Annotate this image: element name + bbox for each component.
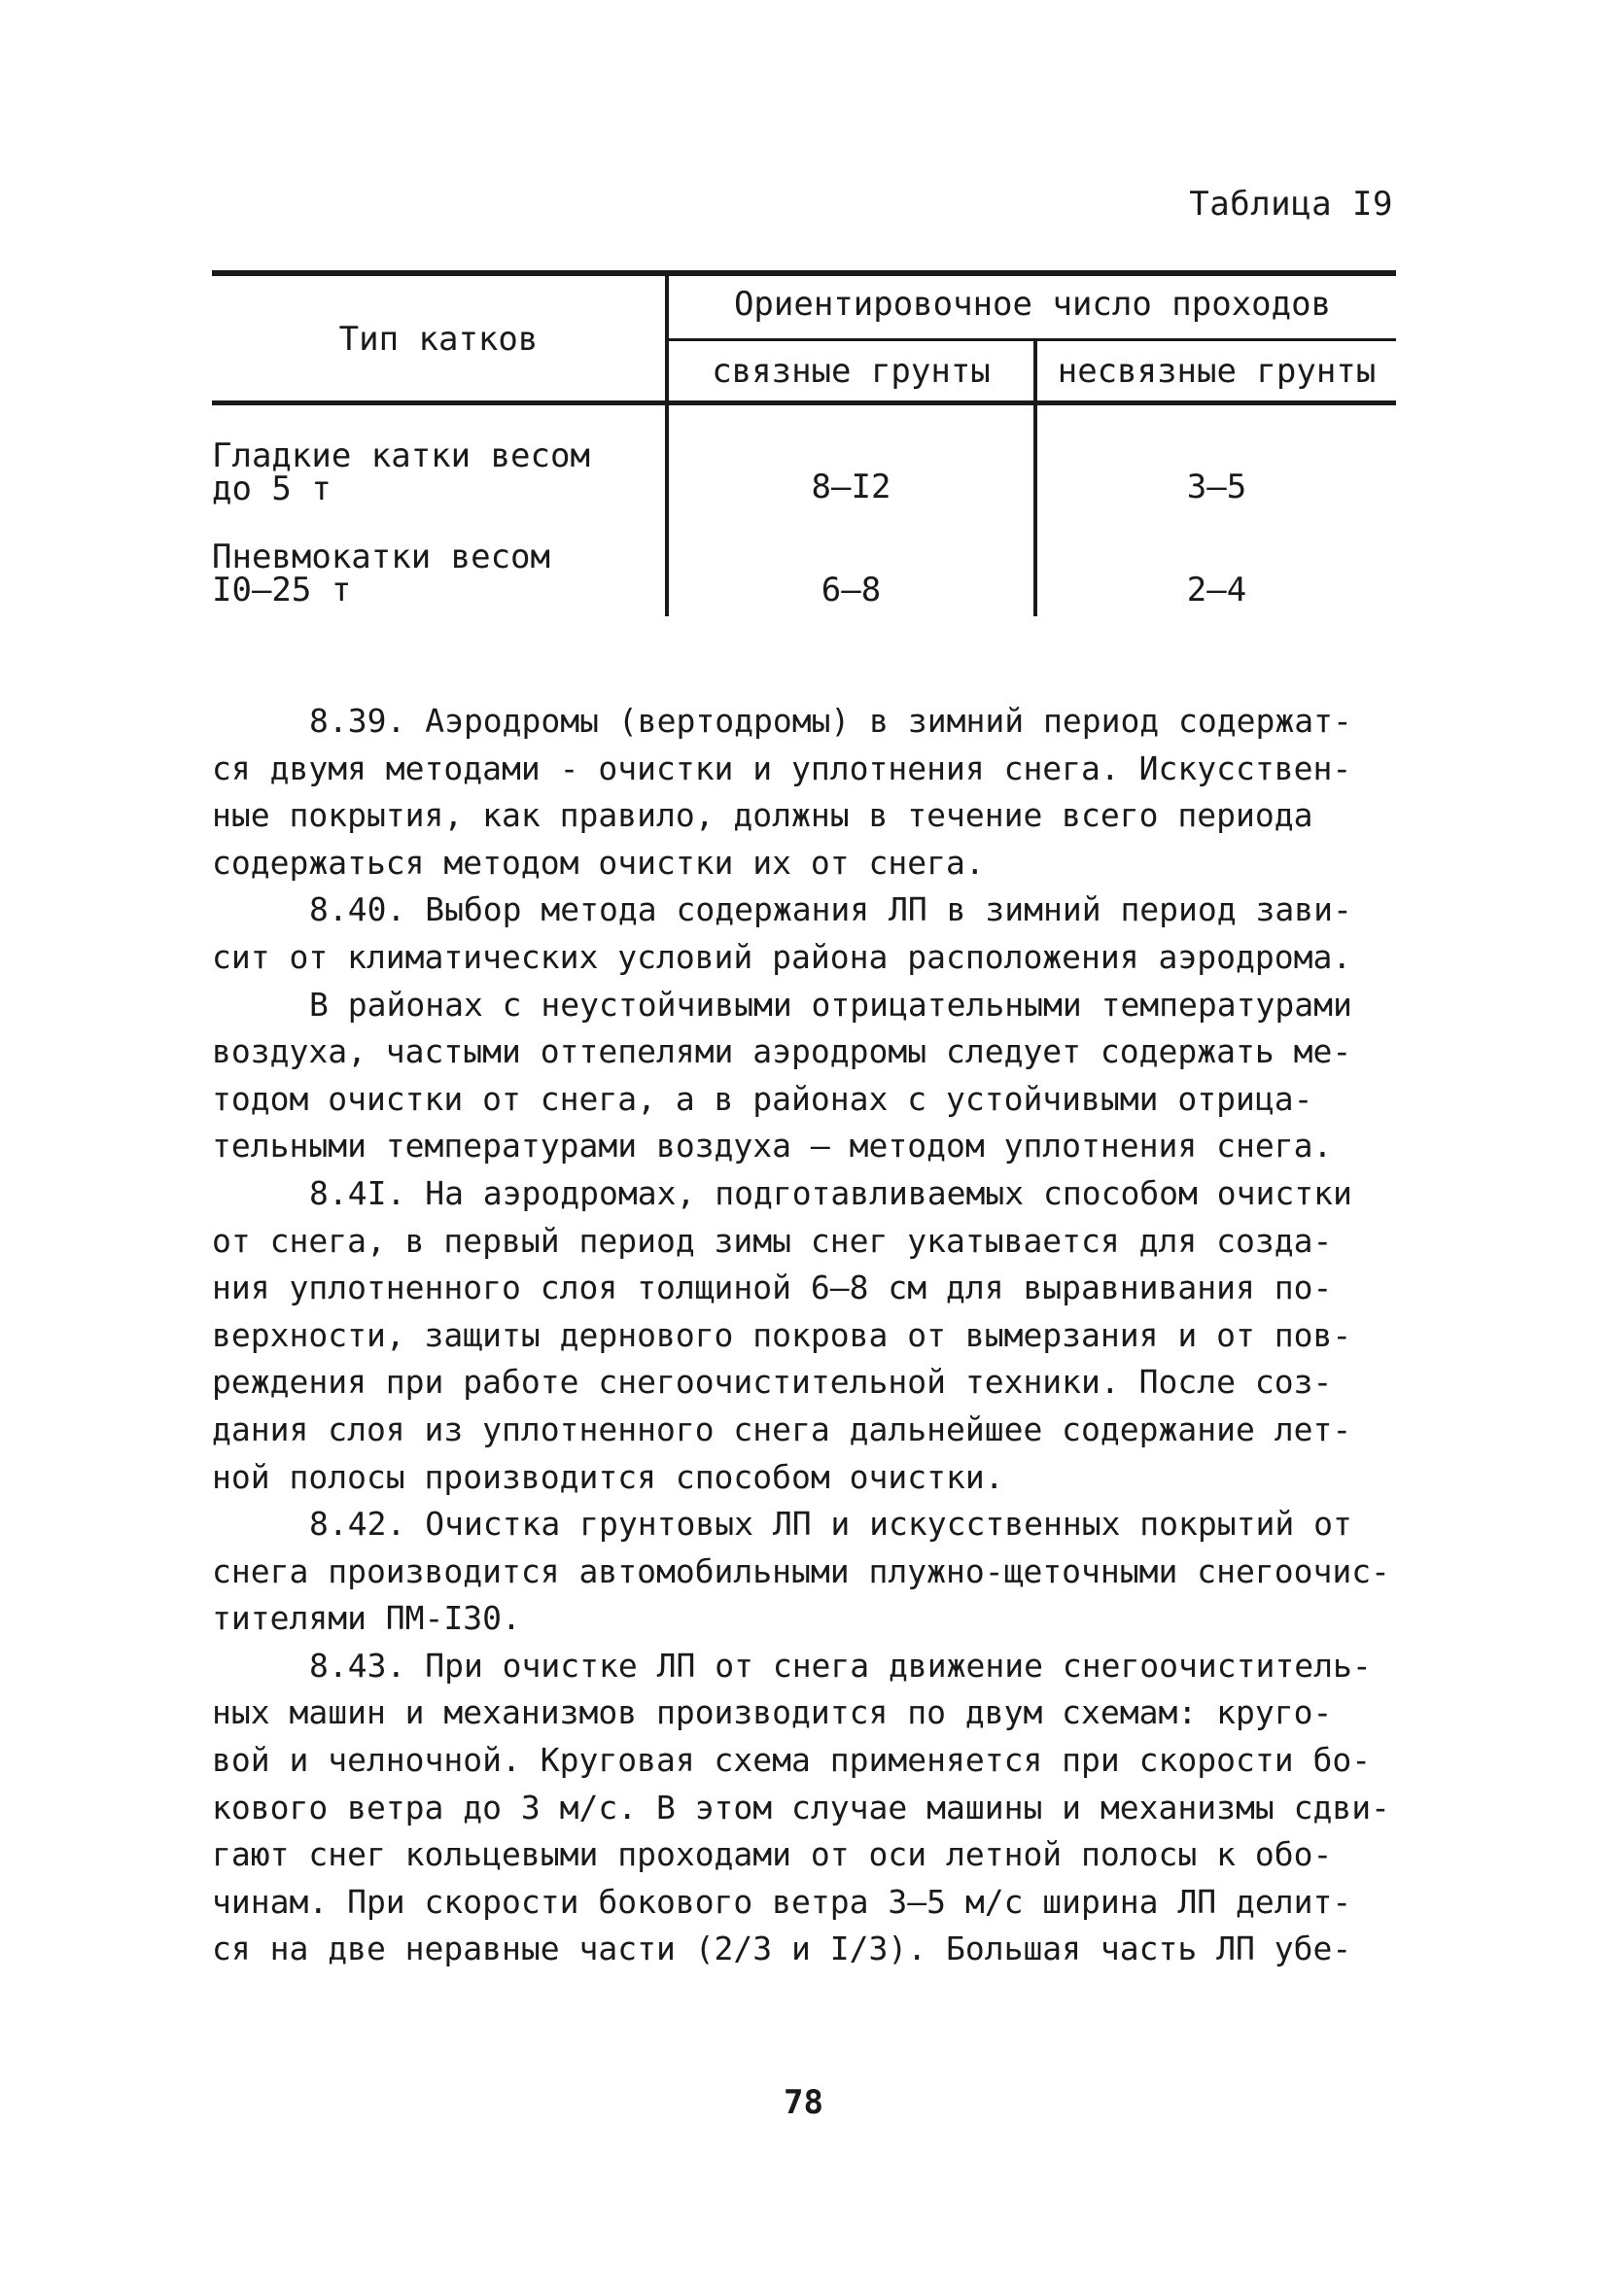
text-line: ния уплотненного слоя толщиной 6–8 см для выравнивания по- [212, 1269, 1333, 1307]
text-line: тельными температурами воздуха – методом уплотнения снега. [212, 1127, 1333, 1165]
row-2-coherent: 6–8 [821, 571, 882, 609]
text-line: реждения при работе снегоочистительной техники. После соз- [212, 1363, 1333, 1402]
table-header-rule [212, 400, 1396, 405]
header-coherent-soils: связные грунты [712, 352, 991, 391]
text-line: 8.43. При очистке ЛП от снега движение снегоочиститель- [309, 1646, 1372, 1685]
text-line: 8.42. Очистка грунтовых ЛП и искусственных покрытий от [309, 1505, 1352, 1544]
text-line: тителями ПМ-I30. [212, 1599, 521, 1638]
row-1-noncoherent: 3–5 [1186, 468, 1247, 506]
row-2-type-line-2: I0–25 т [212, 571, 352, 609]
text-line: В районах с неустойчивыми отрицательными температурами [309, 985, 1352, 1024]
text-line: ся на две неравные части (2/3 и I/3). Большая часть ЛП убе- [212, 1930, 1352, 1968]
text-line: 8.39. Аэродромы (вертодромы) в зимний период содержат- [309, 702, 1352, 740]
text-line: 8.4I. На аэродромах, подготавливаемых способом очистки [309, 1173, 1352, 1212]
text-line: дания слоя из уплотненного снега дальнейшее содержание лет- [212, 1409, 1352, 1448]
text-line: 8.40. Выбор метода содержания ЛП в зимний период зави- [309, 890, 1352, 929]
header-passes: Ориентировочное число проходов [733, 285, 1332, 324]
body-text [212, 698, 1417, 1973]
text-line: воздуха, частыми оттепелями аэродромы следует содержать ме- [212, 1032, 1352, 1071]
text-line: от снега, в первый период зимы снег укатывается для созда- [212, 1221, 1333, 1260]
table-top-rule [212, 270, 1396, 276]
header-roller-type: Тип катков [338, 320, 539, 359]
page-number: 78 [784, 2083, 823, 2122]
row-2-type-line-1: Пневмокатки весом [212, 538, 550, 576]
table-caption: Таблица I9 [1189, 185, 1393, 224]
text-line: ных машин и механизмов производится по двум схемам: круго- [212, 1693, 1333, 1732]
row-1-coherent: 8–I2 [811, 468, 891, 506]
header-noncoherent-soils: несвязные грунты [1057, 352, 1377, 391]
row-1-type-line-1: Гладкие катки весом [212, 436, 590, 475]
text-line: чинам. При скорости бокового ветра 3–5 м/с ширина ЛП делит- [212, 1882, 1352, 1921]
row-1-type-line-2: до 5 т [212, 470, 332, 508]
text-line: сит от климатических условий района расположения аэродрома. [212, 937, 1352, 976]
row-2-noncoherent: 2–4 [1186, 571, 1247, 609]
text-line: гают снег кольцевыми проходами от оси летной полосы к обо- [212, 1835, 1333, 1874]
text-line: вой и челночной. Круговая схема применяется при скорости бо- [212, 1741, 1372, 1780]
text-line: содержаться методом очистки их от снега. [212, 843, 985, 882]
text-line: верхности, защиты дернового покрова от вымерзания и от пов- [212, 1315, 1352, 1354]
text-line: тодом очистки от снега, а в районах с устойчивыми отрица- [212, 1079, 1313, 1118]
table-group-rule [669, 338, 1396, 341]
text-line: снега производится автомобильными плужно-щеточными снегоочис- [212, 1551, 1390, 1590]
rollers-table [212, 264, 1396, 616]
text-line: ные покрытия, как правило, должны в течение всего периода [212, 796, 1313, 835]
text-line: ной полосы производится способом очистки. [212, 1457, 1004, 1496]
text-line: кового ветра до 3 м/с. В этом случае машины и механизмы сдви- [212, 1788, 1390, 1826]
text-line: ся двумя методами - очистки и уплотнения снега. Искусствен- [212, 748, 1352, 787]
